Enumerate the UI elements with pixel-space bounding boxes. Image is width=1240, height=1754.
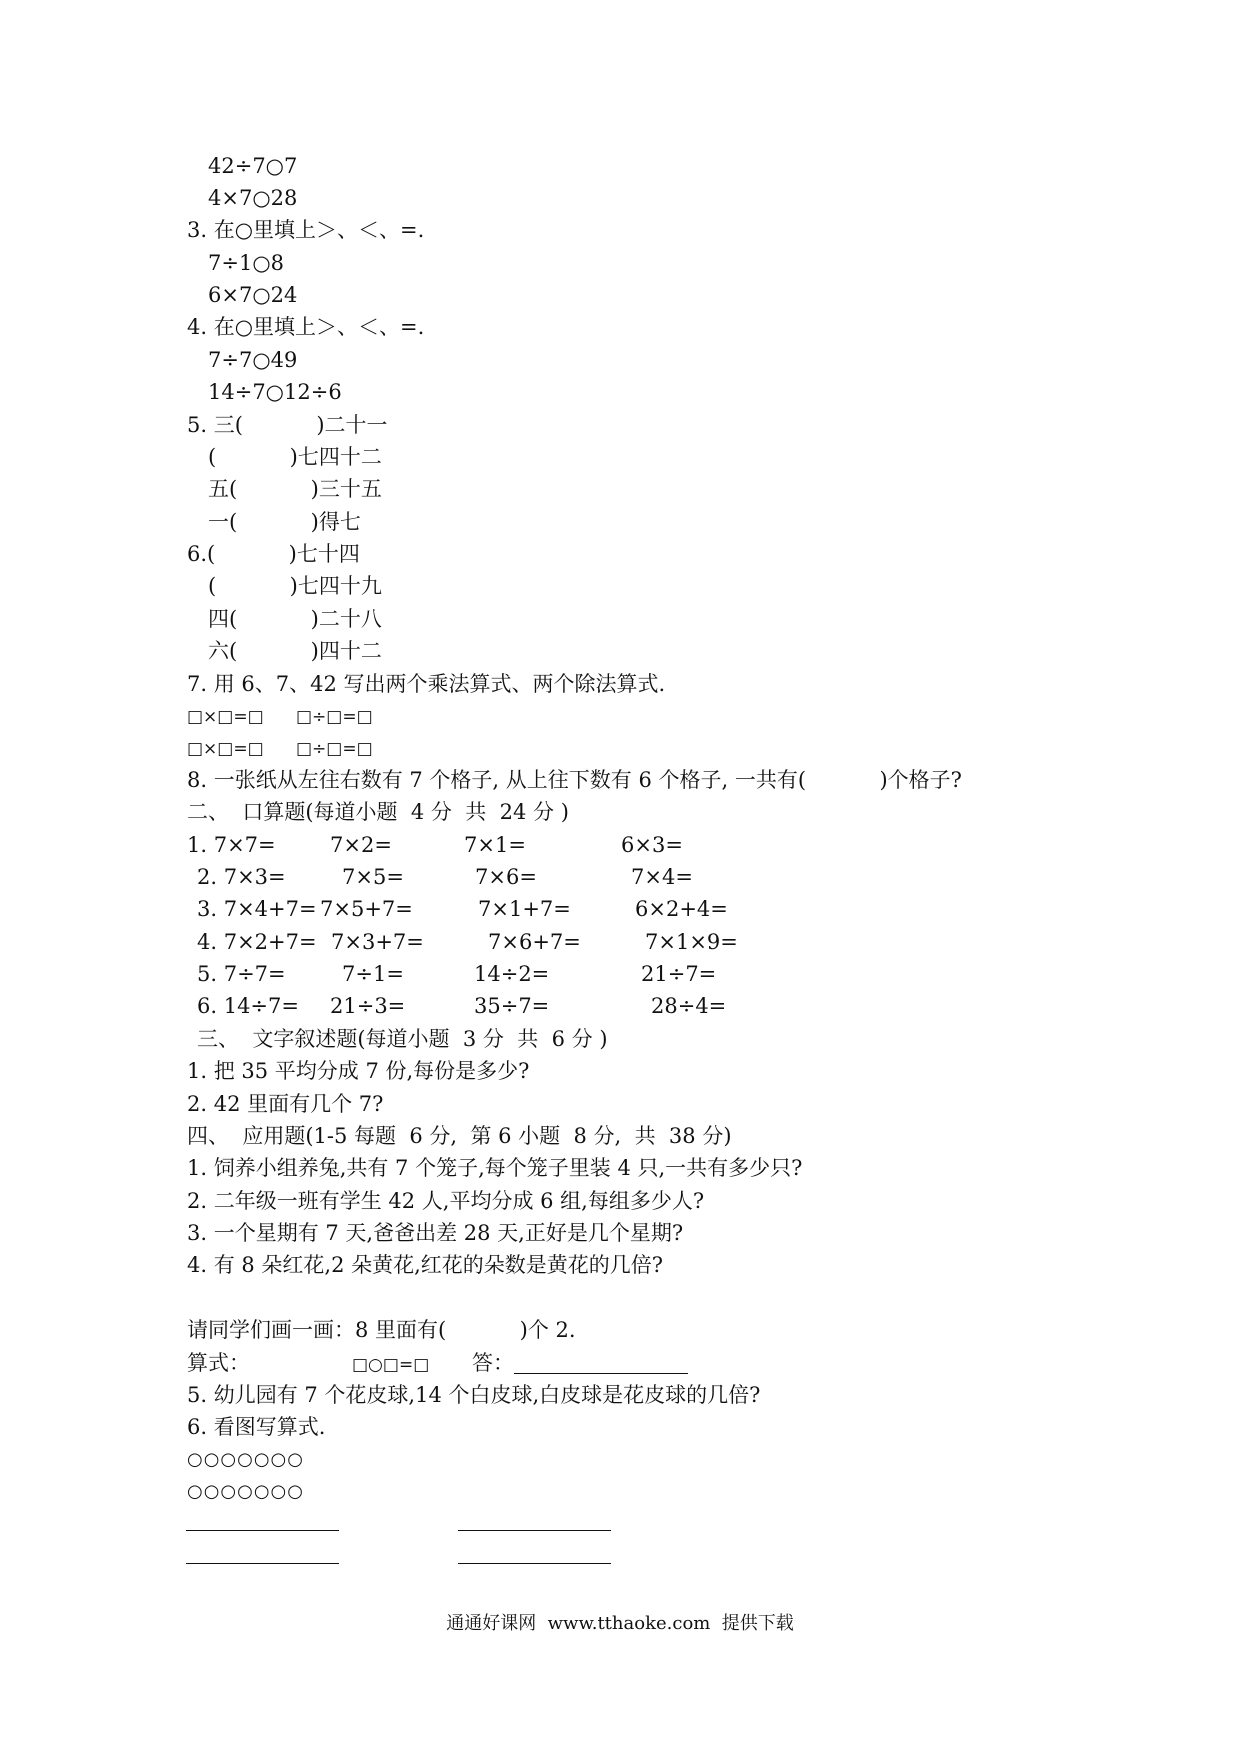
oral-item: 7×6= [475,865,537,889]
oral-item: 5. 7÷7= [197,962,286,986]
circle-row: ○○○○○○○ [187,1481,304,1502]
section4-item: 3. 一个星期有 7 天,爸爸出差 28 天,正好是几个星期? [187,1221,684,1245]
oral-item: 28÷4= [651,994,727,1018]
q3-item: 7÷1○8 [208,251,285,275]
q7-div-blank: □÷□=□ [296,707,373,727]
q6-line: 六( )四十二 [208,639,382,663]
answer-line [186,1563,339,1564]
section4-item: 1. 饲养小组养兔,共有 7 个笼子,每个笼子里装 4 只,一共有多少只? [187,1156,803,1180]
answer-line [458,1530,611,1531]
oral-item: 1. 7×7= [187,833,276,857]
q5-line: 一( )得七 [208,510,361,534]
oral-item: 7×1+7= [478,897,571,921]
oral-item: 7×5+7= [320,897,413,921]
answer-line [458,1563,611,1564]
section2-title: 二、 口算题(每道小题 4 分 共 24 分 ) [187,800,569,824]
q7-mul-blank: □×□=□ [187,739,264,759]
draw-prompt: 请同学们画一画：8 里面有( )个 2. [187,1318,576,1342]
section3-title: 三、 文字叙述题(每道小题 3 分 共 6 分 ) [197,1027,608,1051]
oral-item: 3. 7×4+7= [197,897,317,921]
oral-item: 7×3+7= [331,930,424,954]
oral-item: 7×6+7= [488,930,581,954]
oral-item: 7÷1= [342,962,404,986]
oral-item: 21÷3= [330,994,406,1018]
circle-row: ○○○○○○○ [187,1449,304,1470]
section4-item: 5. 幼儿园有 7 个花皮球,14 个白皮球,白皮球是花皮球的几倍? [187,1383,761,1407]
oral-item: 7×4= [631,865,693,889]
formula-blank: □○□=□ [352,1355,430,1375]
oral-item: 21÷7= [641,962,717,986]
oral-item: 4. 7×2+7= [197,930,317,954]
answer-line [514,1373,688,1374]
oral-item: 7×2= [330,833,392,857]
footer-credit: 通通好课网 www.tthaoke.com 提供下载 [446,1613,794,1634]
answer-line [186,1530,339,1531]
oral-item: 6. 14÷7= [197,994,299,1018]
q6-line: ( )七四十九 [208,574,382,598]
compare-item: 42÷7○7 [208,154,298,178]
section4-item: 4. 有 8 朵红花,2 朵黄花,红花的朵数是黄花的几倍? [187,1253,664,1277]
oral-item: 35÷7= [474,994,550,1018]
answer-label: 答： [472,1351,514,1375]
q5-line: 5. 三( )二十一 [187,413,388,437]
section4-item: 6. 看图写算式. [187,1415,326,1439]
oral-item: 6×2+4= [635,897,728,921]
oral-item: 6×3= [621,833,683,857]
q4-title: 4. 在○里填上＞、＜、=. [187,315,425,339]
q3-title: 3. 在○里填上＞、＜、=. [187,218,425,242]
oral-item: 2. 7×3= [197,865,286,889]
q5-line: ( )七四十二 [208,445,382,469]
oral-item: 7×1×9= [645,930,738,954]
q5-line: 五( )三十五 [208,477,382,501]
q6-line: 6.( )七十四 [187,542,360,566]
q6-line: 四( )二十八 [208,607,382,631]
q7-title: 7. 用 6、7、42 写出两个乘法算式、两个除法算式. [187,672,666,696]
section3-item: 1. 把 35 平均分成 7 份,每份是多少? [187,1059,530,1083]
section4-item: 2. 二年级一班有学生 42 人,平均分成 6 组,每组多少人? [187,1189,705,1213]
oral-item: 7×1= [464,833,526,857]
formula-label: 算式： [187,1351,250,1375]
q4-item: 7÷7○49 [208,348,298,372]
q4-item: 14÷7○12÷6 [208,380,342,404]
q7-mul-blank: □×□=□ [187,707,264,727]
q8-text: 8. 一张纸从左往右数有 7 个格子, 从上往下数有 6 个格子, 一共有( )个格子? [187,768,962,792]
q3-item: 6×7○24 [208,283,298,307]
q7-div-blank: □÷□=□ [296,739,373,759]
oral-item: 14÷2= [474,962,550,986]
oral-item: 7×5= [342,865,404,889]
section3-item: 2. 42 里面有几个 7? [187,1092,384,1116]
section4-title: 四、 应用题(1-5 每题 6 分, 第 6 小题 8 分, 共 38 分) [187,1124,732,1148]
compare-item: 4×7○28 [208,186,298,210]
